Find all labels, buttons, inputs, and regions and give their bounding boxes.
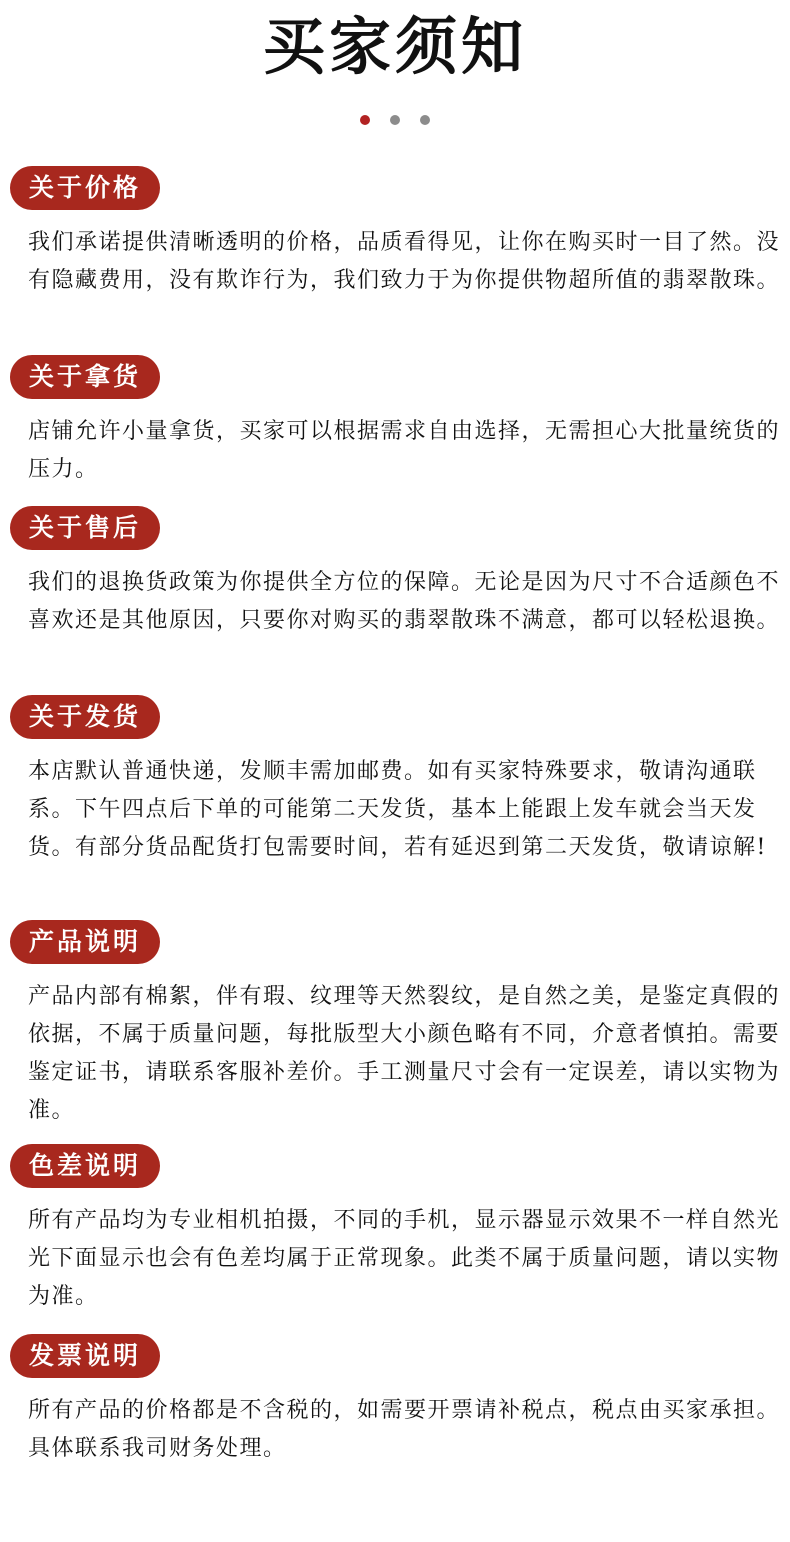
section-text-shipping: 本店默认普通快递，发顺丰需加邮费。如有买家特殊要求，敬请沟通联系。下午四点后下单的可能第二天发货，基本上能跟上发车就会当天发货。有部分货品配货打包需要时间，若有延迟到第二天发货，敬请谅解! <box>28 759 767 860</box>
section-text-after-sales: 我们的退换货政策为你提供全方位的保障。无论是因为尺寸不合适颜色不喜欢还是其他原因，只要你对购买的翡翠散珠不满意，都可以轻松退换。 <box>28 570 781 633</box>
indicator-dot-active <box>360 115 370 125</box>
section-badge-shipping: 关于发货 <box>10 695 160 739</box>
section-text-invoice: 所有产品的价格都是不含税的，如需要开票请补税点，税点由买家承担。具体联系我司财务处理。 <box>28 1398 781 1461</box>
page-indicator <box>0 115 790 125</box>
section-text-price: 我们承诺提供清晰透明的价格，品质看得见，让你在购买时一目了然。没有隐藏费用，没有欺诈行为，我们致力于为你提供物超所值的翡翠散珠。 <box>28 230 781 293</box>
section-badge-invoice: 发票说明 <box>10 1334 160 1378</box>
section-badge-product: 产品说明 <box>10 920 160 964</box>
section-badge-pickup: 关于拿货 <box>10 355 160 399</box>
section-badge-price: 关于价格 <box>10 166 160 210</box>
indicator-dot <box>420 115 430 125</box>
indicator-dot <box>390 115 400 125</box>
section-text-product: 产品内部有棉絮，伴有瑕、纹理等天然裂纹，是自然之美，是鉴定真假的依据，不属于质量问题，每批版型大小颜色略有不同，介意者慎拍。需要鉴定证书，请联系客服补差价。手工测量尺寸会有一定误差，请以实物为准。 <box>28 984 781 1123</box>
section-text-color: 所有产品均为专业相机拍摄，不同的手机，显示器显示效果不一样自然光光下面显示也会有色差均属于正常现象。此类不属于质量问题，请以实物为准。 <box>28 1208 781 1309</box>
section-badge-color: 色差说明 <box>10 1144 160 1188</box>
section-text-pickup: 店铺允许小量拿货，买家可以根据需求自由选择，无需担心大批量统货的压力。 <box>28 419 781 482</box>
section-badge-after-sales: 关于售后 <box>10 506 160 550</box>
page-title: 买家须知 <box>262 10 527 83</box>
